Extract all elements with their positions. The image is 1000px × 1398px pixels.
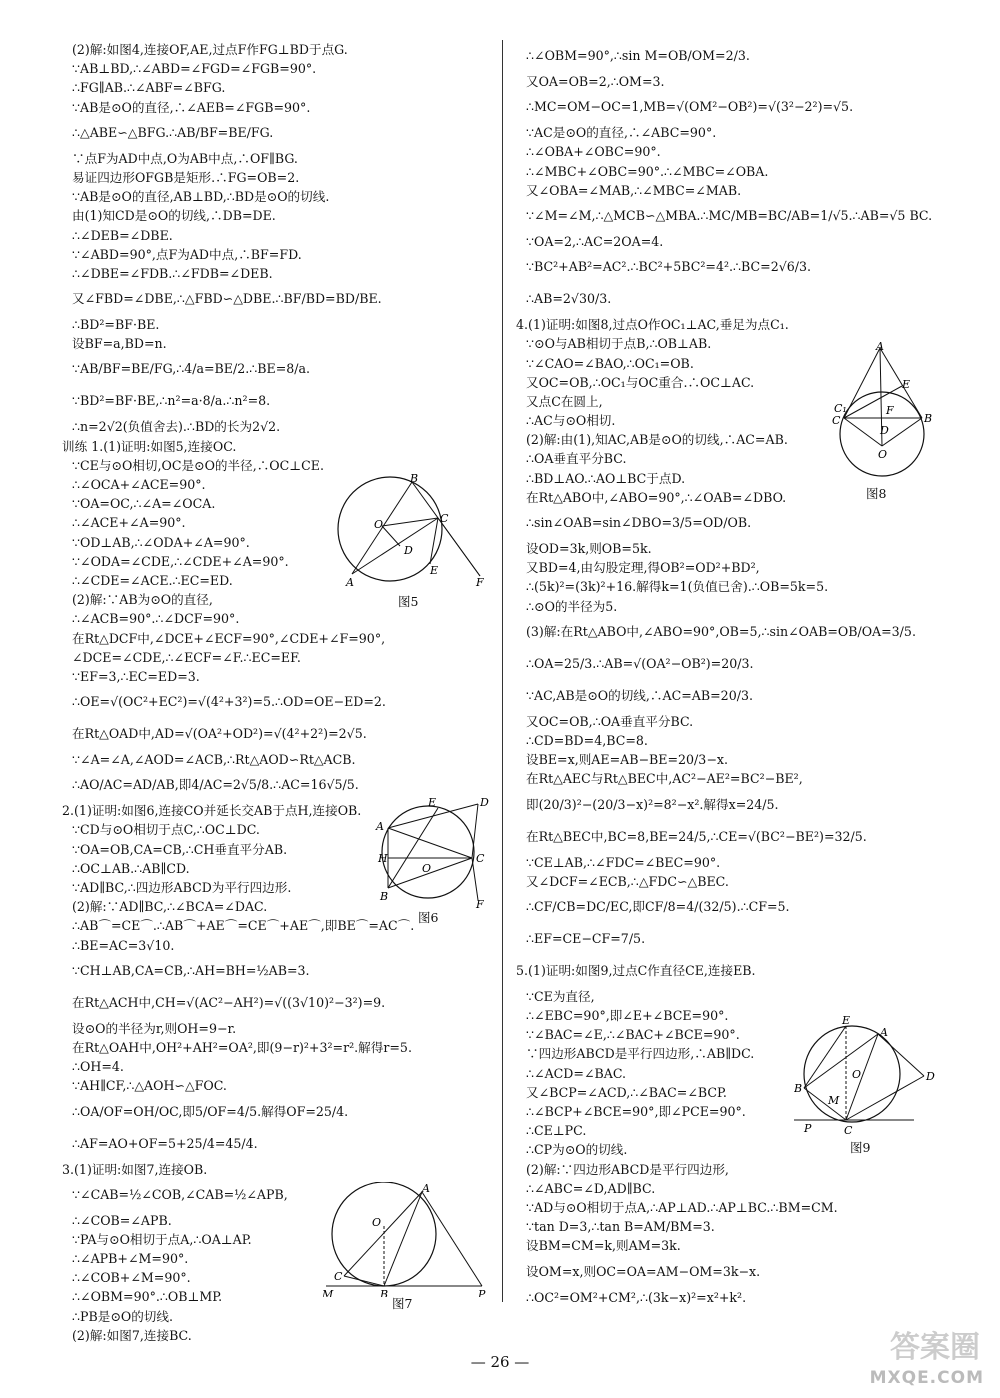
svg-text:D: D (926, 1070, 935, 1083)
left-column-line: (2)解:如图4,连接OF,AE,过点F作FG⊥BD于点G. (72, 42, 348, 57)
right-column-line: ∴∠BCP+∠BCE=90°,即∠PCE=90°. (526, 1104, 746, 1119)
svg-text:B: B (380, 890, 389, 903)
left-column-line: ∵BD²=BF·BE,∴n²=a·8/a.∴n²=8. (72, 393, 271, 409)
right-column-line: ∵CE⊥AB,∴∠FDC=∠BEC=90°. (526, 854, 721, 870)
left-column-line: 在Rt△DCF中,∠DCE+∠ECF=90°,∠CDE+∠F=90°, (72, 630, 386, 646)
left-column-line: ∵PA与⊙O相切于点A,∴OA⊥AP. (72, 1231, 252, 1247)
right-column-line: ∴∠OBA+∠OBC=90°. (526, 144, 661, 160)
svg-text:O: O (372, 1216, 382, 1229)
figure-6 (372, 796, 492, 912)
right-column-line: 又BD=4,由勾股定理,得OB²=OD²+BD², (526, 560, 760, 576)
left-column-line: ∴∠COB+∠M=90°. (72, 1270, 191, 1286)
right-column-line: ∵∠CAO=∠BAO,∴OC₁=OB. (526, 355, 694, 371)
right-column-line: 又∠BCP=∠ACD,∴∠BAC=∠BCP. (526, 1084, 727, 1100)
left-column-line: ∵AB/BF=BE/FG,∴4/a=BE/2.∴BE=8/a. (72, 361, 311, 377)
svg-text:F: F (886, 404, 894, 417)
figure-5 (330, 474, 490, 604)
left-column-line: ∴∠DBE=∠FDB.∴∠FDB=∠DEB. (72, 265, 273, 281)
svg-text:D: D (480, 796, 489, 809)
svg-text:O: O (422, 862, 432, 875)
left-column-line: ∵AB是⊙O的直径,∴∠AEB=∠FGB=90°. (72, 99, 311, 115)
right-column-line: ∵BC²+AB²=AC².∴BC²+5BC²=4².∴BC=2√6/3. (526, 259, 812, 275)
svg-text:P: P (478, 1288, 486, 1297)
left-column-line: ∵AB是⊙O的直径,AB⊥BD,∴BD是⊙O的切线. (72, 189, 330, 205)
right-column-line: ∵∠M=∠M,∴△MCB∽△MBA.∴MC/MB=BC/AB=1/√5.∴AB=√5 BC. (526, 207, 933, 223)
right-column-line: ∵CE为直径, (526, 988, 595, 1004)
svg-text:D: D (404, 544, 413, 557)
left-column-line: ∵AD∥BC,∴四边形ABCD为平行四边形. (72, 880, 292, 895)
svg-text:B: B (410, 474, 419, 485)
left-column-line: ∵OA=OB,CA=CB,∴CH垂直平分AB. (72, 841, 288, 857)
svg-text:A: A (346, 576, 354, 589)
svg-text:A: A (880, 1026, 888, 1039)
svg-text:C: C (832, 414, 841, 427)
figure-8-label: 图8 (866, 486, 887, 501)
left-column-line: ∴∠ACE+∠A=90°. (72, 515, 186, 531)
svg-text:C: C (334, 1270, 343, 1283)
svg-text:E: E (842, 1014, 851, 1027)
left-column-line: 设⊙O的半径为r,则OH=9−r. (72, 1020, 237, 1036)
left-column-line: (2)解:∵AD∥BC,∴∠BCA=∠DAC. (72, 899, 268, 915)
svg-text:F: F (476, 576, 484, 589)
right-column-line: ∵四边形ABCD是平行四边形,∴AB∥DC. (526, 1046, 755, 1062)
svg-text:C: C (476, 852, 485, 865)
right-column-line: 设OM=x,则OC=OA=AM−OM=3k−x. (526, 1263, 761, 1279)
svg-text:C: C (440, 512, 449, 525)
left-column-line: ∵OA=OC,∴∠A=∠OCA. (72, 496, 216, 512)
right-column-line: ∴∠ABC=∠D,AD∥BC. (526, 1180, 656, 1196)
left-column-line: ∴PB是⊙O的切线. (72, 1308, 173, 1324)
right-column-line: ∴∠OBM=90°,∴sin M=OB/OM=2/3. (526, 48, 750, 63)
right-column-line: 在Rt△BEC中,BC=8,BE=24/5,∴CE=√(BC²−BE²)=32/5. (526, 828, 867, 844)
left-column-line: ∴BD²=BF·BE. (72, 317, 160, 333)
left-column-line: ∴∠OCA+∠ACE=90°. (72, 477, 206, 492)
svg-text:O: O (878, 448, 888, 461)
left-column-line: ∴∠APB+∠M=90°. (72, 1251, 189, 1267)
left-column-line: 在Rt△OAH中,OH²+AH²=OA²,即(9−r)²+3²=r².解得r=5. (72, 1039, 412, 1055)
left-column-line: ∵∠A=∠A,∠AOD=∠ACB,∴Rt△AOD∽Rt△ACB. (72, 752, 356, 768)
right-column-line: 在Rt△ABO中,∠ABO=90°,∴∠OAB=∠DBO. (526, 489, 787, 505)
right-column-line: ∵tan D=3,∴tan B=AM/BM=3. (526, 1219, 715, 1235)
left-column-line: ∵OD⊥AB,∴∠ODA+∠A=90°. (72, 534, 250, 550)
svg-text:O: O (852, 1068, 862, 1081)
right-column-line: ∴CD=BD=4,BC=8. (526, 732, 648, 748)
right-column-line: ∴AC与⊙O相切. (526, 413, 616, 429)
svg-text:C: C (844, 1124, 853, 1137)
left-column-line: ∴∠CDE=∠ACE.∴EC=ED. (72, 572, 233, 588)
right-column-line: ∵∠BAC=∠E,∴∠BAC+∠BCE=90°. (526, 1027, 740, 1043)
left-column-line: ∴OA/OF=OH/OC,即5/OF=4/5.解得OF=25/4. (72, 1103, 349, 1119)
left-column-line: ∵∠ABD=90°,点F为AD中点,∴BF=FD. (72, 246, 302, 262)
svg-text:F: F (476, 898, 484, 911)
right-column-line: ∴OA垂直平分BC. (526, 451, 627, 467)
right-column-line: ∵OA=2,∴AC=2OA=4. (526, 233, 664, 249)
left-column-line: ∴AO/AC=AD/AB,即4/AC=2√5/8.∴AC=16√5/5. (72, 777, 359, 793)
watermark (834, 1330, 994, 1394)
left-column-line: ∴AB⌒=CE⌒.∴AB⌒+AE⌒=CE⌒+AE⌒,即BE⌒=AC⌒. (72, 918, 415, 934)
svg-text:C₁: C₁ (834, 402, 847, 415)
svg-text:O: O (374, 518, 384, 531)
left-column-line: 2.(1)证明:如图6,连接CO并延长交AB于点H,连接OB. (62, 803, 362, 819)
figure-7 (322, 1182, 492, 1297)
right-column-line: ∵AC是⊙O的直径,∴∠ABC=90°. (526, 125, 717, 141)
svg-text:E: E (902, 378, 911, 391)
left-column-line: ∴∠OBM=90°.∴OB⊥MP. (72, 1289, 223, 1305)
right-column-line: ∵AD与⊙O相切于点A,∴AP⊥AD.∴AP⊥BC.∴BM=CM. (526, 1199, 838, 1215)
svg-text:A: A (376, 820, 384, 833)
left-column-line: ∴OC⊥AB.∴AB∥CD. (72, 860, 190, 876)
right-column-line: ∴BD⊥AO.∴AO⊥BC于点D. (526, 470, 686, 486)
right-column-line: 又OC=OB,∴OC₁与OC重合.∴OC⊥AC. (526, 374, 755, 390)
left-column-line: 在Rt△OAD中,AD=√(OA²+OD²)=√(4²+2²)=2√5. (72, 726, 367, 742)
figure-9 (794, 1012, 944, 1140)
left-column-line: ∴n=2√2(负值舍去).∴BD的长为2√2. (72, 419, 281, 435)
svg-text:B: B (380, 1288, 389, 1297)
right-column-line: 4.(1)证明:如图8,过点O作OC₁⊥AC,垂足为点C₁. (516, 317, 789, 333)
page-number: — 26 — (470, 1353, 530, 1371)
right-column-line: ∴MC=OM−OC=1,MB=√(OM²−OB²)=√(3²−2²)=√5. (526, 99, 854, 115)
left-column-line: 训练 1.(1)证明:如图5,连接OC. (62, 438, 237, 454)
right-column-line: 在Rt△AEC与Rt△BEC中,AC²−AE²=BC²−BE², (526, 771, 803, 787)
right-column-line: ∴OA=25/3.∴AB=√(OA²−OB²)=20/3. (526, 655, 754, 671)
left-column-line: (2)解:如图7,连接BC. (72, 1327, 192, 1343)
left-column-line: ∠DCE=∠CDE,∴∠ECF=∠F.∴EC=EF. (72, 649, 301, 665)
left-column-line: 设BF=a,BD=n. (72, 336, 167, 352)
left-column-line: ∴△ABE∽△BFG.∴AB/BF=BE/FG. (72, 124, 274, 140)
svg-text:A: A (876, 342, 884, 353)
svg-text:B: B (794, 1082, 803, 1095)
figure-8 (832, 342, 942, 482)
svg-text:B: B (924, 412, 933, 425)
right-column-line: ∴∠ACD=∠BAC. (526, 1065, 627, 1081)
left-column-line: (2)解:∵AB为⊙O的直径, (72, 592, 213, 608)
right-column-line: 又∠OBA=∠MAB,∴∠MBC=∠MAB. (526, 182, 742, 198)
svg-text:A: A (422, 1182, 430, 1195)
left-column-line: 在Rt△ACH中,CH=√(AC²−AH²)=√((3√10)²−3²)=9. (72, 994, 386, 1010)
left-column-line: ∵∠ODA=∠CDE,∴∠CDE+∠A=90°. (72, 553, 289, 569)
right-column-line: (3)解:在Rt△ABO中,∠ABO=90°,OB=5,∴sin∠OAB=OB/OA=3/5. (526, 623, 916, 639)
left-column-line: ∵∠CAB=½∠COB,∠CAB=½∠APB, (72, 1186, 288, 1202)
watermark-text: MXQE.COM (869, 1368, 984, 1388)
right-column-line: ∴CF/CB=DC/EC,即CF/8=4/(32/5).∴CF=5. (526, 898, 790, 914)
left-column-line: ∴AF=AO+OF=5+25/4=45/4. (72, 1135, 258, 1151)
right-column-line: 又OC=OB,∴OA垂直平分BC. (526, 713, 694, 729)
svg-text:M: M (828, 1094, 840, 1107)
right-column-line: 设BM=CM=k,则AM=3k. (526, 1238, 681, 1254)
left-column-line: ∴∠ACB=90°.∴∠DCF=90°. (72, 611, 240, 627)
left-column-line: ∵AB⊥BD,∴∠ABD=∠FGD=∠FGB=90°. (72, 61, 317, 77)
left-column-line: 由(1)知CD是⊙O的切线,∴DB=DE. (72, 208, 276, 224)
watermark-logo: 答案圈 (890, 1330, 980, 1365)
right-column-line: ∴EF=CE−CF=7/5. (526, 930, 646, 946)
left-column-line: ∵CE与⊙O相切,OC是⊙O的半径,∴OC⊥CE. (72, 457, 324, 473)
right-column-line: ∴∠EBC=90°,即∠E+∠BCE=90°. (526, 1008, 729, 1024)
svg-text:E: E (428, 796, 437, 809)
right-column-line: ∴OC²=OM²+CM²,∴(3k−x)²=x²+k². (526, 1289, 747, 1305)
svg-text:E: E (430, 564, 439, 577)
right-column-line: ∴∠MBC+∠OBC=90°.∴∠MBC=∠OBA. (526, 163, 769, 179)
left-column-line: ∵EF=3,∴EC=ED=3. (72, 668, 200, 684)
left-column-line: ∵CD与⊙O相切于点C,∴OC⊥DC. (72, 822, 260, 838)
left-column-line: 易证四边形OFGB是矩形.∴FG=OB=2. (72, 169, 300, 185)
right-column-line: 又点C在圆上, (526, 393, 603, 409)
right-column-line: ∴AB=2√30/3. (526, 291, 612, 307)
right-column-line: (2)解:∵四边形ABCD是平行四边形, (526, 1161, 729, 1177)
left-column (62, 40, 494, 1345)
right-column-line: 设OD=3k,则OB=5k. (526, 541, 652, 556)
right-column-line: 又OA=OB=2,∴OM=3. (526, 74, 665, 89)
right-column-line: ∴(5k)²=(3k)²+16.解得k=1(负值已舍).∴OB=5k=5. (526, 579, 829, 595)
svg-text:M: M (322, 1288, 334, 1297)
figure-9-label: 图9 (850, 1140, 871, 1155)
figure-7-label: 图7 (392, 1296, 413, 1311)
figure-6-label: 图6 (418, 910, 439, 925)
left-column-line: ∴∠DEB=∠DBE. (72, 227, 173, 243)
left-column-line: 又∠FBD=∠DBE,∴△FBD∽△DBE.∴BF/BD=BD/BE. (72, 291, 382, 307)
left-column-line: ∴OH=4. (72, 1059, 124, 1075)
column-divider (502, 40, 503, 1302)
left-column-line: ∴OE=√(OC²+EC²)=√(4²+3²)=5.∴OD=OE−ED=2. (72, 694, 386, 710)
right-column-line: 设BE=x,则AE=AB−BE=20/3−x. (526, 752, 728, 768)
left-column-line: ∴BE=AC=3√10. (72, 937, 175, 953)
right-column-line: 又∠DCF=∠ECB,∴△FDC∽△BEC. (526, 873, 729, 889)
right-column-line: ∵AC,AB是⊙O的切线,∴AC=AB=20/3. (526, 687, 753, 703)
right-column-line: ∴⊙O的半径为5. (526, 598, 618, 614)
right-column-line: (2)解:由(1),知AC,AB是⊙O的切线,∴AC=AB. (526, 432, 788, 448)
right-column-line: ∴sin∠OAB=sin∠DBO=3/5=OD/OB. (526, 515, 752, 530)
right-column-line: ∵⊙O与AB相切于点B,∴OB⊥AB. (526, 336, 712, 352)
left-column-line: ∴FG∥AB.∴∠ABF=∠BFG. (72, 80, 226, 96)
svg-text:P: P (804, 1122, 812, 1135)
svg-text:H: H (378, 852, 388, 865)
right-column-line: ∴CE⊥PC. (526, 1123, 587, 1139)
right-column-line: 5.(1)证明:如图9,过点C作直径CE,连接EB. (516, 962, 756, 978)
svg-text:D: D (880, 424, 889, 437)
right-column-line: ∴CP为⊙O的切线. (526, 1142, 628, 1158)
left-column-line: 3.(1)证明:如图7,连接OB. (62, 1161, 208, 1177)
left-column-line: ∴∠COB=∠APB. (72, 1212, 172, 1228)
left-column-line: ∵CH⊥AB,CA=CB,∴AH=BH=½AB=3. (72, 962, 310, 978)
figure-5-label: 图5 (398, 594, 419, 609)
right-column-line: 即(20/3)²−(20/3−x)²=8²−x².解得x=24/5. (526, 796, 779, 812)
left-column-line: ∵AH∥CF,∴△AOH∽△FOC. (72, 1078, 227, 1094)
left-column-line: ∵点F为AD中点,O为AB中点,∴OF∥BG. (72, 150, 298, 166)
